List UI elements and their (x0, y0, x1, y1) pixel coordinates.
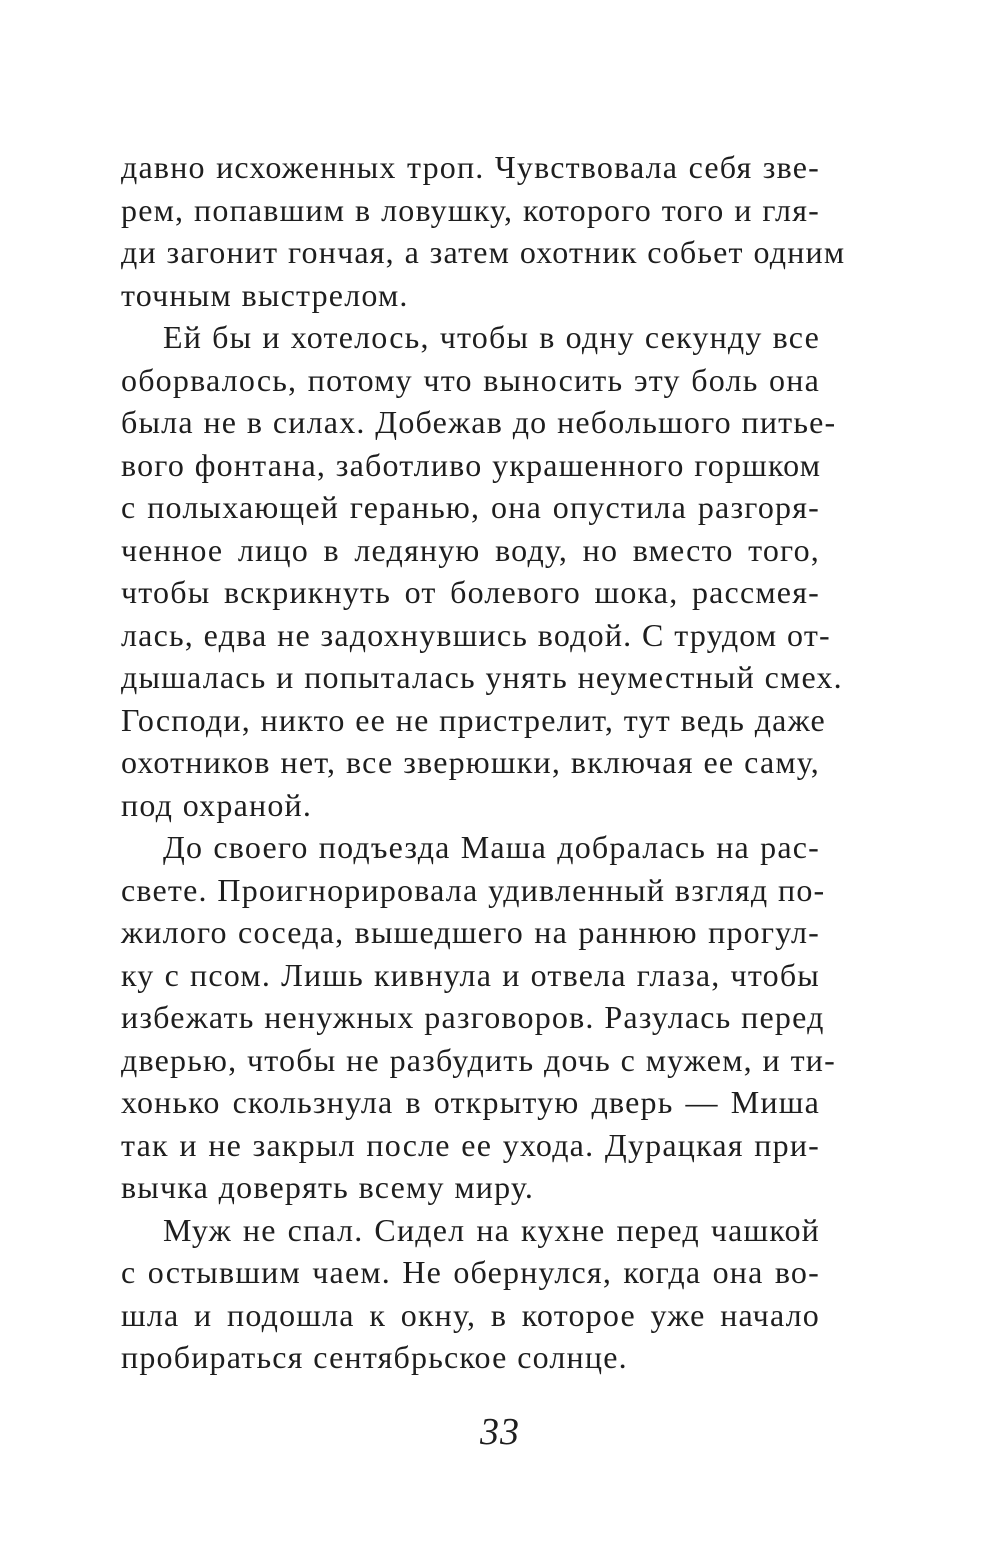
paragraph (121, 316, 843, 826)
text-line: Муж не спал. Сидел на кухне перед чашкой (163, 1211, 820, 1248)
text-line: с остывшим чаем. Не обернулся, когда она во- (121, 1254, 820, 1290)
book-text-block (121, 146, 846, 1379)
text-line: пробираться сентябрьское солнце. (121, 1339, 628, 1375)
text-line: До своего подъезда Маша добралась на рас- (163, 829, 820, 865)
text-line: лась, едва не задохнувшись водой. С трудом от- (121, 616, 831, 653)
text-line: вого фонтана, заботливо украшенного горшком (121, 446, 822, 483)
text-line: вычка доверять всему миру. (121, 1169, 535, 1205)
text-line: так и не закрыл после ее ухода. Дурацкая при- (121, 1126, 820, 1163)
text-line: избежать ненужных разговоров. Разулась перед (121, 999, 825, 1035)
page-number: 33 (480, 1411, 520, 1453)
text-line: ченное лицо в ледяную воду, но вместо того, (121, 531, 820, 568)
text-line: была не в силах. Добежав до небольшого питье- (121, 404, 837, 440)
text-line: охотников нет, все зверюшки, включая ее саму, (121, 744, 820, 780)
text-line: хонько скользнула в открытую дверь — Миша (121, 1084, 820, 1120)
text-line: рем, попавшим в ловушку, которого того и гля- (121, 191, 820, 228)
text-line: давно исхоженных троп. Чувствовала себя зве- (121, 149, 820, 185)
text-line: оборвалось, потому что выносить эту боль она (121, 361, 820, 398)
text-line: точным выстрелом. (121, 276, 409, 313)
text-line: свете. Проигнорировала удивленный взгляд по- (121, 871, 826, 908)
text-line: Ей бы и хотелось, чтобы в одну секунду все (163, 319, 820, 355)
text-line: жилого соседа, вышедшего на раннюю прогул- (121, 914, 820, 950)
text-line: ди загонит гончая, а затем охотник собьет одним (121, 234, 846, 270)
text-line: дышалась и попыталась унять неуместный смех. (121, 659, 843, 695)
text-line: Господи, никто ее не пристрелит, тут ведь даже (121, 701, 826, 738)
text-line: под охраной. (121, 786, 313, 823)
text-line: чтобы вскрикнуть от болевого шока, рассмея- (121, 574, 820, 610)
text-line: дверью, чтобы не разбудить дочь с мужем, и ти- (121, 1041, 836, 1078)
text-line: с полыхающей геранью, она опустила разгоря- (121, 489, 820, 525)
text-line: ку с псом. Лишь кивнула и отвела глаза, чтобы (121, 956, 820, 993)
paragraph (121, 1209, 820, 1379)
paragraph (121, 146, 846, 316)
paragraph (121, 826, 836, 1209)
text-line: шла и подошла к окну, в которое уже начало (121, 1296, 820, 1333)
